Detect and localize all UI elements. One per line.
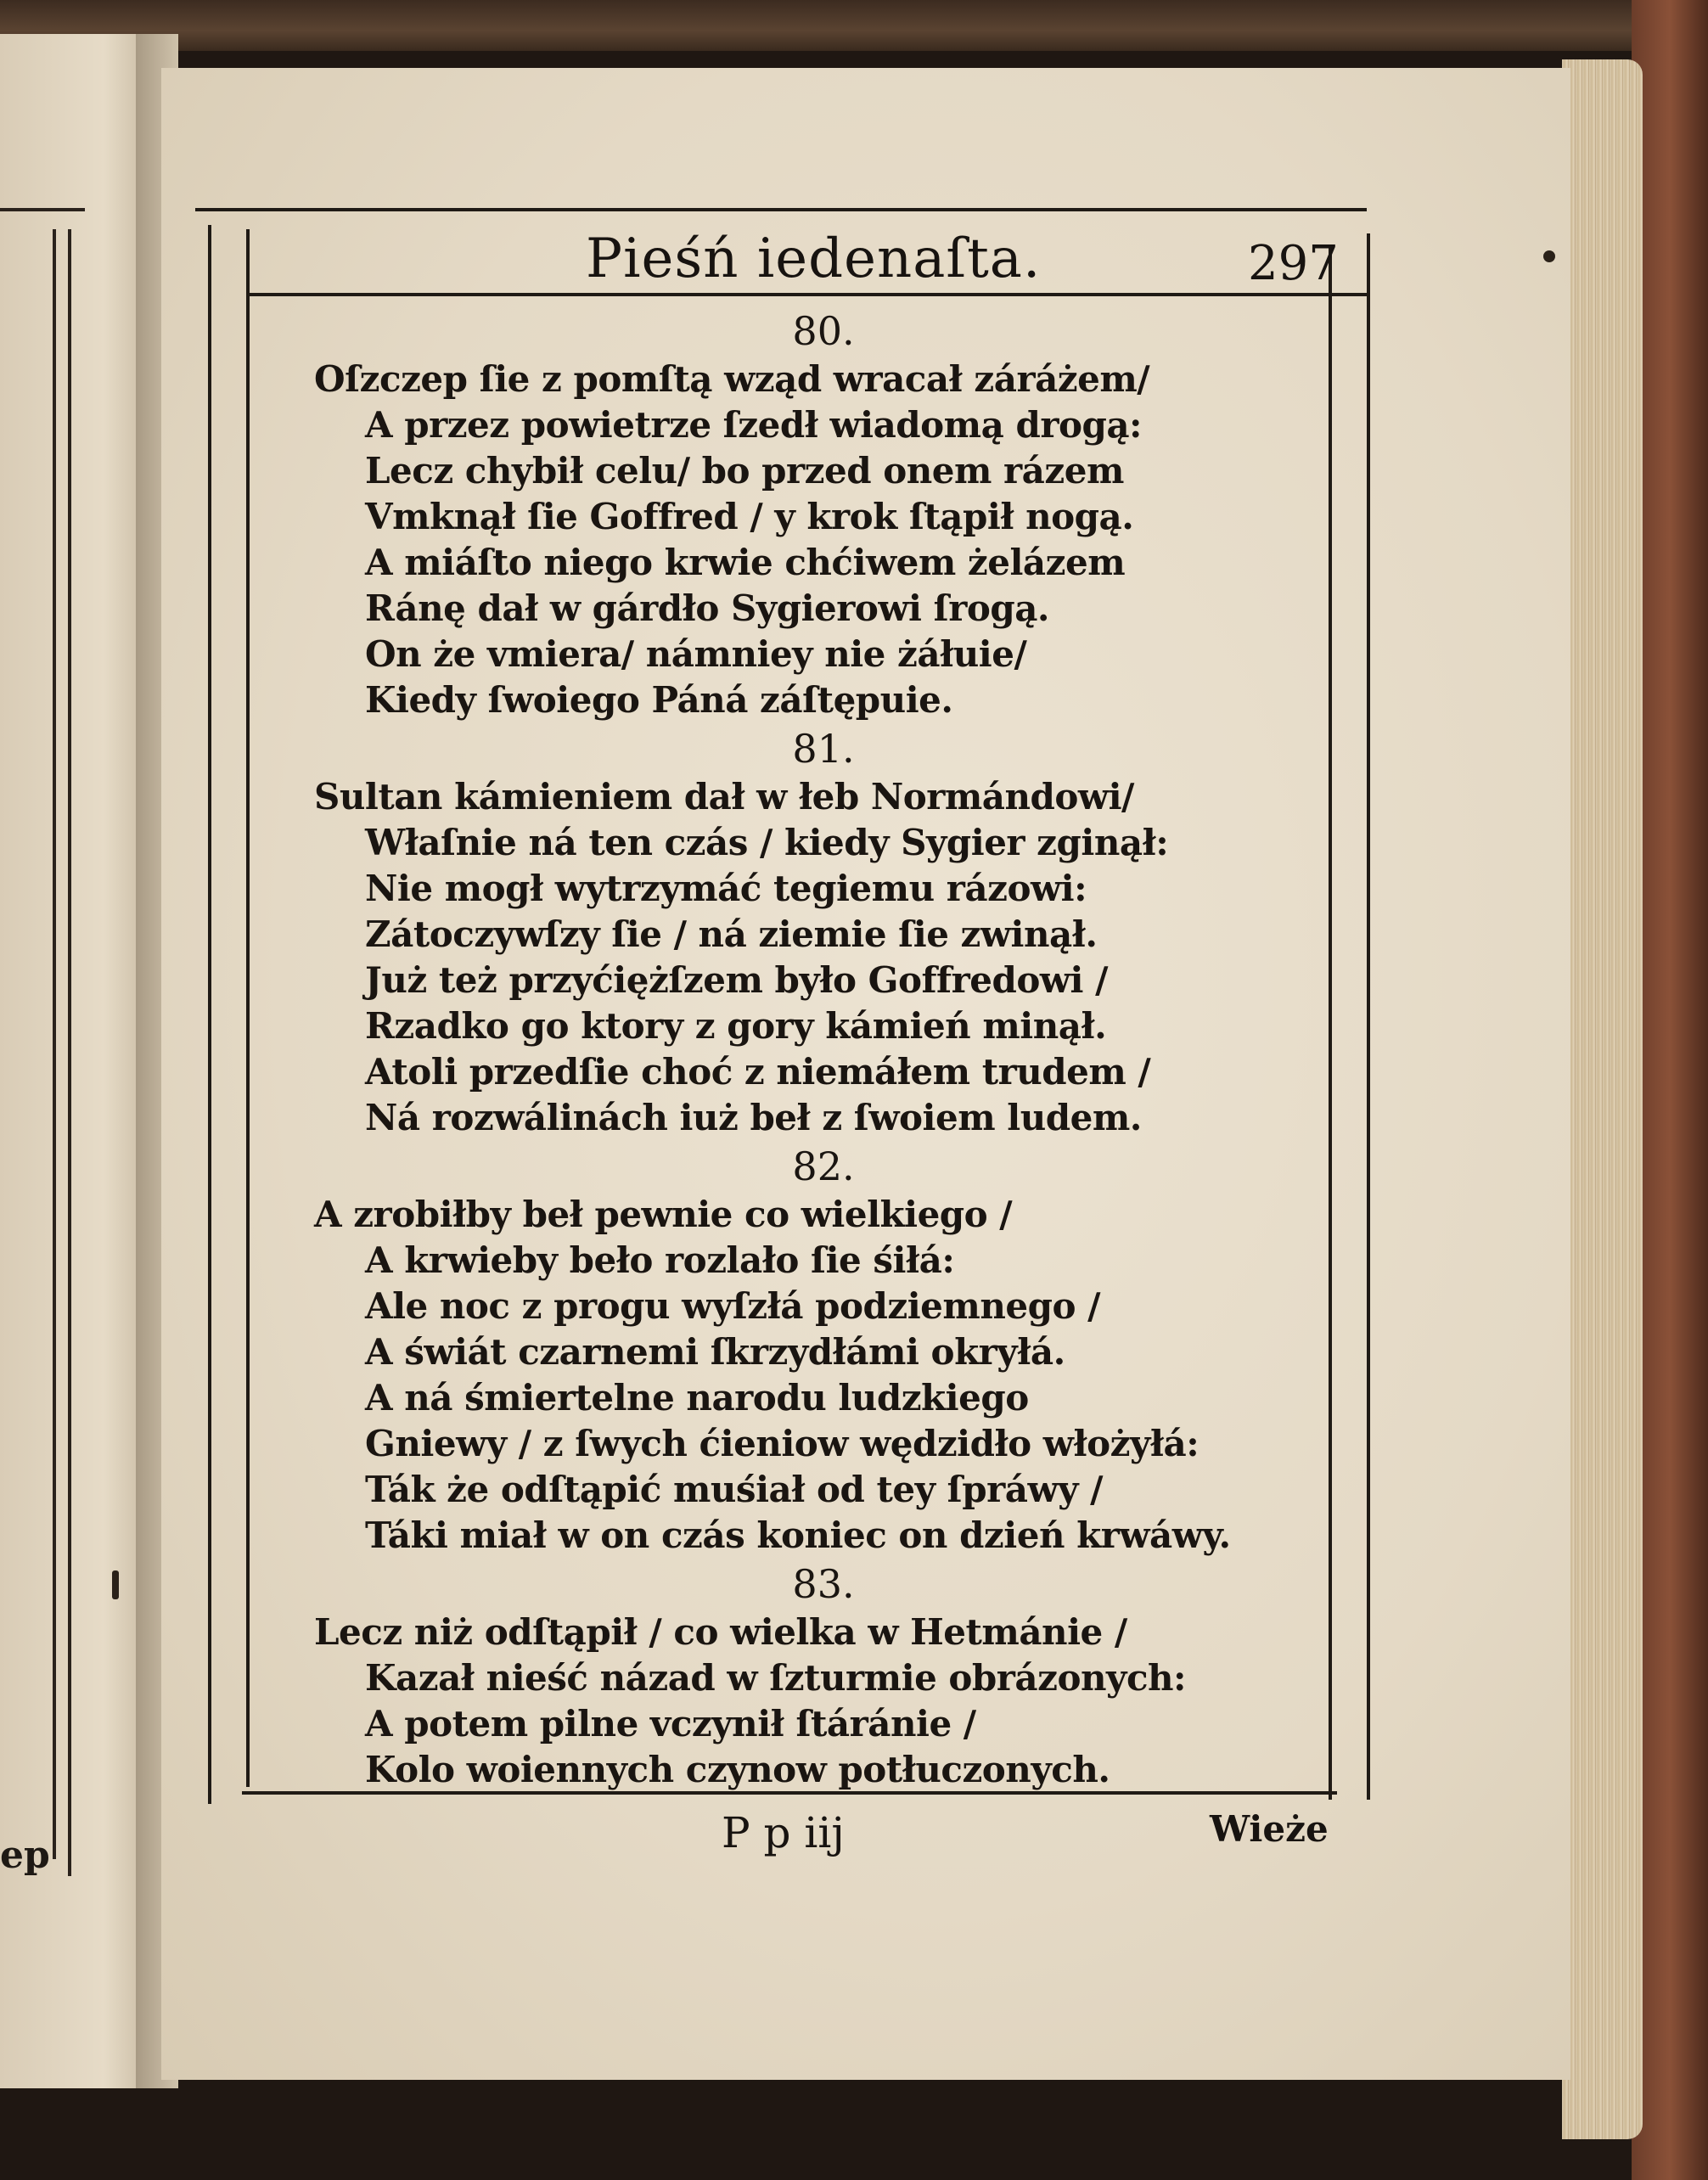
frame-top-rule (195, 208, 1367, 211)
catchword: Wieże (1210, 1808, 1329, 1850)
verse-line: Sultan kámieniem dał w łeb Normándowi/ (314, 776, 1134, 818)
verse-line: Táki miał w on czás koniec on dzień krwáwy. (365, 1514, 1231, 1556)
stanza-number: 82. (792, 1143, 855, 1189)
book-binding-right (1632, 0, 1708, 2180)
verse-line: On że vmiera/ námniey nie żáłuie/ (365, 633, 1027, 675)
running-title: Pieśń iedenaſta. (586, 228, 1042, 290)
margin-mark (1543, 250, 1555, 262)
verse-line: Już też przyćiężſzem było Goffredowi / (365, 959, 1108, 1001)
verse-line: A potem pilne vczynił ſtáránie / (365, 1703, 976, 1745)
verse-line: Kiedy ſwoiego Páná záſtępuie. (365, 679, 953, 721)
page-number: 297 (1248, 236, 1339, 291)
left-page-frame-line (68, 229, 71, 1876)
verse-line: A krwieby beło rozlało ſie śiłá: (365, 1239, 955, 1281)
verse-line: Lecz niż odſtąpił / co wielka w Hetmánie / (314, 1611, 1127, 1653)
verse-line: Gniewy / z ſwych ćieniow wędzidło włożyłá: (365, 1423, 1200, 1464)
verse-line: A świát czarnemi ſkrzydłámi okryłá. (365, 1331, 1065, 1373)
verse-line: Ale noc z progu wyſzłá podziemnego / (365, 1285, 1100, 1327)
margin-mark (112, 1570, 119, 1599)
verse-line: A ná śmiertelne narodu ludzkiego (365, 1377, 1029, 1419)
verse-line: A przez powietrze ſzedł wiadomą drogą: (365, 404, 1143, 446)
left-page-fragment (0, 34, 149, 2088)
verse-line: Ránę dał w gárdło Sygierowi ſrogą. (365, 587, 1050, 629)
verse-line: Ták że odſtąpić muśiał od tey ſpráwy / (365, 1469, 1103, 1510)
stanza-number: 81. (792, 726, 855, 772)
left-page-rule (0, 208, 85, 211)
verse-line: Kolo woiennych czynow potłuczonych. (365, 1749, 1110, 1790)
page-edges (1562, 59, 1643, 2139)
frame-right-outer-rule (1367, 233, 1370, 1800)
frame-left-outer-rule (208, 225, 211, 1804)
left-page-catchword-fragment: ep (0, 1834, 50, 1877)
left-page-frame-line (53, 229, 56, 1859)
verse-line: Ná rozwálinách iuż beł z ſwoiem ludem. (365, 1097, 1142, 1138)
header-rule (246, 293, 1367, 296)
signature-mark: P p iij (722, 1808, 845, 1857)
verse-line: Rzadko go ktory z gory kámień minął. (365, 1005, 1107, 1047)
verse-line: A miáſto niego krwie chćiwem żelázem (365, 542, 1126, 583)
frame-left-inner-rule (246, 229, 250, 1787)
frame-right-inner-rule (1329, 246, 1332, 1800)
verse-line: Atoli przedſie choć z niemáłem trudem / (365, 1051, 1151, 1093)
verse-line: A zrobiłby beł pewnie co wielkiego / (314, 1194, 1013, 1235)
book-binding-top (0, 0, 1708, 51)
verse-line: Vmknął ſie Goffred / y krok ſtąpił nogą. (365, 496, 1134, 537)
verse-line: Nie mogł wytrzymáć tegiemu rázowi: (365, 868, 1087, 909)
verse-line: Kazał nieść názad w ſzturmie obrázonych: (365, 1657, 1187, 1699)
verse-line: Lecz chybił celu/ bo przed onem rázem (365, 450, 1124, 492)
stanza-number: 83. (792, 1561, 855, 1607)
verse-text-block (314, 306, 1265, 1793)
verse-line: Zátoczywſzy ſie / ná ziemie ſie zwinął. (365, 913, 1098, 955)
stanza-number: 80. (792, 308, 855, 354)
verse-line: Właſnie ná ten czás / kiedy Sygier zginął: (365, 822, 1169, 863)
verse-line: Oſzczep ſie z pomſtą wząd wracał záráżem/ (314, 358, 1150, 400)
